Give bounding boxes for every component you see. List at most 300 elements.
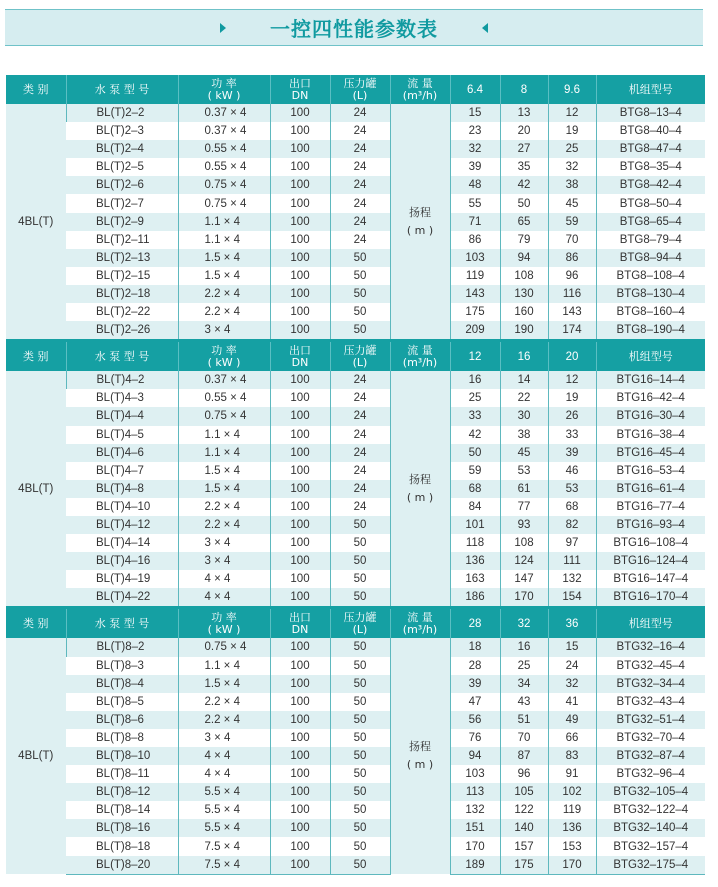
- table-row: [6, 158, 705, 176]
- tank-volume-cell: 50: [330, 675, 390, 693]
- pump-model-cell: BL(T)8–8: [96, 731, 144, 744]
- performance-table: [6, 75, 705, 875]
- flow-header-text: 流 量: [407, 610, 433, 624]
- head-value-2-cell: 30: [500, 407, 548, 425]
- pump-model-cell: BL(T)2–5: [96, 161, 144, 174]
- head-value-2-cell: 160: [500, 303, 548, 321]
- head-value-2-cell: 43: [500, 693, 548, 711]
- outlet-dn-cell: 100: [270, 249, 330, 267]
- head-value-2-cell: 105: [500, 783, 548, 801]
- head-value-1-cell: 33: [450, 407, 500, 425]
- power-cell: 4 × 4: [178, 765, 270, 783]
- pump-model-cell: BL(T)4–14: [96, 537, 151, 550]
- flow-value-1: [450, 75, 500, 104]
- pump-model-cell: BL(T)2–26: [66, 321, 178, 341]
- power-cell: 2.2 × 4: [178, 285, 270, 303]
- flow-value-3-text: 36: [565, 617, 579, 630]
- outlet-dn-cell: 100: [270, 444, 330, 462]
- power-cell: 3 × 4: [178, 552, 270, 570]
- head-value-3-cell: 136: [548, 819, 596, 837]
- tank-volume-cell: 24: [330, 498, 390, 516]
- head-value-3-cell: 70: [548, 231, 596, 249]
- power-header-text: ( kW ): [207, 622, 241, 636]
- table-row: [6, 570, 705, 588]
- flow-value-1-text: 6.4: [467, 83, 483, 96]
- outlet-dn-cell: 100: [270, 638, 330, 656]
- unit-model-cell: BTG8–65–4: [596, 213, 705, 231]
- outlet-dn-cell: 100: [270, 498, 330, 516]
- tank-header: [330, 608, 390, 639]
- power-cell: 1.5 × 4: [178, 675, 270, 693]
- head-value-2-cell: 20: [500, 122, 548, 140]
- tank-volume-cell: 24: [330, 231, 390, 249]
- head-value-2-cell: 38: [500, 426, 548, 444]
- head-value-1-cell: 118: [450, 534, 500, 552]
- power-cell: 1.5 × 4: [178, 267, 270, 285]
- table-row: [6, 693, 705, 711]
- outlet-header-text: 出口: [289, 610, 311, 624]
- tank-volume-cell: 24: [330, 213, 390, 231]
- flow-value-1: [450, 341, 500, 372]
- tank-volume-cell: 24: [330, 426, 390, 444]
- outlet-dn-cell: 100: [270, 480, 330, 498]
- outlet-dn-cell: 100: [270, 140, 330, 158]
- pump-model-cell: BL(T)4–7: [96, 464, 144, 477]
- table-row: [6, 140, 705, 158]
- outlet-dn-cell: 100: [270, 819, 330, 837]
- head-value-3-cell: 19: [548, 389, 596, 407]
- head-value-1-cell: 86: [450, 231, 500, 249]
- category-header-text: 类 别: [23, 349, 49, 363]
- head-value-3-cell: 68: [548, 498, 596, 516]
- power-cell: 0.55 × 4: [178, 158, 270, 176]
- category-cell: 4BL(T): [6, 104, 66, 341]
- power-header-text: 功 率: [211, 610, 237, 624]
- power-cell: 2.2 × 4: [178, 498, 270, 516]
- pump-model-cell: BL(T)8–18: [96, 840, 151, 853]
- head-value-3-cell: 97: [548, 534, 596, 552]
- head-value-1-cell: 103: [450, 765, 500, 783]
- power-cell: 1.1 × 4: [178, 426, 270, 444]
- head-value-1-cell: 209: [450, 321, 500, 341]
- head-value-2-cell: 87: [500, 747, 548, 765]
- tank-header: [330, 75, 390, 104]
- unit-model-cell: BTG8–79–4: [596, 231, 705, 249]
- tank-volume-cell: 50: [330, 285, 390, 303]
- outlet-dn-cell: 100: [270, 371, 330, 389]
- table-row: [6, 426, 705, 444]
- category-header-text: 类 别: [23, 82, 49, 96]
- power-cell: 3 × 4: [178, 729, 270, 747]
- flow-value-3-text: 9.6: [564, 83, 580, 96]
- tank-volume-cell: 50: [330, 837, 390, 855]
- pump-model-header-text: 水 泵 型 号: [94, 82, 150, 96]
- table-row: [6, 801, 705, 819]
- head-value-1-cell: 25: [450, 389, 500, 407]
- tank-volume-cell: 50: [330, 765, 390, 783]
- head-value-3-cell: 53: [548, 480, 596, 498]
- unit-model-header-text: 机组型号: [628, 82, 673, 96]
- power-header-text: 功 率: [211, 343, 237, 357]
- table-row: [6, 819, 705, 837]
- unit-model-cell: BTG16–61–4: [596, 480, 705, 498]
- category-header: [6, 341, 66, 372]
- pump-model-cell: BL(T)4–16: [66, 552, 178, 570]
- power-cell: 2.2 × 4: [178, 711, 270, 729]
- power-header: [178, 75, 270, 104]
- flow-value-3: [548, 608, 596, 639]
- head-value-1-cell: 39: [450, 675, 500, 693]
- tank-volume-cell: 50: [330, 783, 390, 801]
- table-row: [6, 638, 705, 656]
- pump-model-cell: BL(T)8–11: [96, 768, 150, 781]
- outlet-dn-cell: 100: [270, 122, 330, 140]
- head-value-2-cell: 14: [500, 371, 548, 389]
- unit-model-cell: BTG16–93–4: [596, 516, 705, 534]
- head-value-3-cell: 32: [548, 158, 596, 176]
- head-value-3-cell: 25: [548, 140, 596, 158]
- head-value-2-cell: 170: [500, 588, 548, 608]
- table-row: [6, 389, 705, 407]
- unit-model-cell: BTG8–94–4: [596, 249, 705, 267]
- pump-model-cell: BL(T)2–11: [96, 233, 150, 246]
- tank-volume-cell: 50: [330, 819, 390, 837]
- head-label-cell: [390, 638, 450, 874]
- unit-model-cell: BTG8–13–4: [596, 104, 705, 122]
- tank-volume-cell: 50: [330, 321, 390, 341]
- pump-model-header: [66, 75, 178, 104]
- head-value-2-cell: 50: [500, 194, 548, 212]
- head-value-1-cell: 39: [450, 158, 500, 176]
- pump-model-cell: BL(T)4–10: [96, 500, 151, 513]
- pump-model-cell: BL(T)4–4: [66, 407, 178, 425]
- outlet-dn-cell: 100: [270, 657, 330, 675]
- unit-model-header: [596, 608, 705, 639]
- head-value-2-cell: 77: [500, 498, 548, 516]
- head-value-2-cell: 13: [500, 104, 548, 122]
- outlet-dn-cell: 100: [270, 407, 330, 425]
- outlet-header-text: DN: [291, 622, 309, 636]
- outlet-dn-cell: 100: [270, 856, 330, 875]
- table-row: [6, 729, 705, 747]
- head-value-1-cell: 15: [450, 104, 500, 122]
- table-row: [6, 213, 705, 231]
- pump-model-cell: BL(T)8–2: [66, 638, 178, 656]
- table-row: [6, 303, 705, 321]
- pump-model-cell: BL(T)4–22: [66, 588, 178, 608]
- outlet-dn-cell: 100: [270, 194, 330, 212]
- tank-header-text: 压力罐: [343, 343, 377, 357]
- table-row: [6, 480, 705, 498]
- power-header: [178, 341, 270, 372]
- power-cell: 3 × 4: [178, 534, 270, 552]
- head-value-2-cell: 34: [500, 675, 548, 693]
- tank-header-text: (L): [352, 622, 368, 636]
- outlet-header-text: 出口: [289, 343, 311, 357]
- tank-volume-cell: 24: [330, 462, 390, 480]
- power-cell: 4 × 4: [178, 588, 270, 608]
- head-value-3-cell: 83: [548, 747, 596, 765]
- tank-volume-cell: 24: [330, 122, 390, 140]
- head-value-1-cell: 119: [450, 267, 500, 285]
- power-header-text: 功 率: [211, 76, 237, 90]
- flow-header-text: (m³/h): [402, 355, 438, 369]
- pump-model-header: [66, 608, 178, 639]
- tank-volume-cell: 50: [330, 729, 390, 747]
- category-header-text: 类 别: [23, 616, 49, 630]
- unit-model-header: [596, 341, 705, 372]
- pump-model-cell: BL(T)2–2: [66, 104, 178, 122]
- head-value-2-cell: 96: [500, 765, 548, 783]
- head-value-1-cell: 84: [450, 498, 500, 516]
- flow-value-2-text: 32: [517, 617, 531, 630]
- tank-volume-cell: 50: [330, 693, 390, 711]
- power-cell: 0.75 × 4: [178, 407, 270, 425]
- head-value-3-cell: 91: [548, 765, 596, 783]
- table-row: [6, 194, 705, 212]
- unit-model-cell: BTG8–35–4: [596, 158, 705, 176]
- outlet-dn-cell: 100: [270, 213, 330, 231]
- head-value-1-cell: 16: [450, 371, 500, 389]
- power-cell: 1.5 × 4: [178, 462, 270, 480]
- unit-model-cell: BTG32–157–4: [596, 837, 705, 855]
- flow-value-3-text: 20: [565, 350, 579, 363]
- head-value-3-cell: 45: [548, 194, 596, 212]
- table-row: [6, 675, 705, 693]
- unit-model-cell: BTG32–51–4: [596, 711, 705, 729]
- unit-model-cell: BTG32–70–4: [596, 729, 705, 747]
- pump-model-cell: BL(T)2–4: [66, 140, 178, 158]
- tank-volume-cell: 50: [330, 516, 390, 534]
- pump-model-cell: BL(T)8–6: [66, 711, 178, 729]
- table-row: [6, 462, 705, 480]
- head-value-3-cell: 12: [548, 104, 596, 122]
- table-row: [6, 371, 705, 389]
- tank-volume-cell: 50: [330, 801, 390, 819]
- tank-volume-cell: 24: [330, 371, 390, 389]
- pump-model-header-text: 水 泵 型 号: [94, 349, 150, 363]
- table-row: [6, 588, 705, 608]
- head-unit: ( m ): [406, 758, 434, 772]
- table-row: [6, 321, 705, 341]
- outlet-dn-cell: 100: [270, 765, 330, 783]
- power-header: [178, 608, 270, 639]
- pump-model-header: [66, 341, 178, 372]
- head-value-1-cell: 151: [450, 819, 500, 837]
- head-value-3-cell: 49: [548, 711, 596, 729]
- outlet-dn-cell: 100: [270, 389, 330, 407]
- tank-volume-cell: 50: [330, 711, 390, 729]
- outlet-dn-cell: 100: [270, 158, 330, 176]
- head-value-3-cell: 46: [548, 462, 596, 480]
- table-row: [6, 783, 705, 801]
- outlet-dn-cell: 100: [270, 176, 330, 194]
- outlet-dn-cell: 100: [270, 837, 330, 855]
- head-value-3-cell: 41: [548, 693, 596, 711]
- header-row: [6, 608, 705, 639]
- tank-volume-cell: 50: [330, 534, 390, 552]
- pump-model-cell: BL(T)2–6: [66, 176, 178, 194]
- unit-model-cell: BTG8–47–4: [596, 140, 705, 158]
- head-value-1-cell: 186: [450, 588, 500, 608]
- flow-value-2: [500, 608, 548, 639]
- unit-model-cell: BTG8–160–4: [596, 303, 705, 321]
- head-value-1-cell: 101: [450, 516, 500, 534]
- head-value-3-cell: 96: [548, 267, 596, 285]
- head-value-1-cell: 71: [450, 213, 500, 231]
- power-cell: 2.2 × 4: [178, 693, 270, 711]
- head-value-3-cell: 33: [548, 426, 596, 444]
- outlet-dn-cell: 100: [270, 285, 330, 303]
- unit-model-cell: BTG16–30–4: [596, 407, 705, 425]
- head-value-3-cell: 82: [548, 516, 596, 534]
- power-cell: 5.5 × 4: [178, 783, 270, 801]
- tank-volume-cell: 50: [330, 856, 390, 875]
- power-cell: 0.37 × 4: [178, 122, 270, 140]
- outlet-dn-cell: 100: [270, 534, 330, 552]
- flow-value-2-text: 8: [520, 83, 528, 96]
- table-row: [6, 711, 705, 729]
- triangle-left-icon: [482, 23, 488, 33]
- head-label: 扬程: [409, 740, 431, 754]
- pump-model-cell: BL(T)8–14: [96, 804, 151, 817]
- outlet-dn-cell: 100: [270, 570, 330, 588]
- table-row: [6, 444, 705, 462]
- head-value-2-cell: 22: [500, 389, 548, 407]
- unit-model-cell: BTG16–45–4: [596, 444, 705, 462]
- head-value-2-cell: 108: [500, 534, 548, 552]
- head-value-2-cell: 53: [500, 462, 548, 480]
- table-row: [6, 552, 705, 570]
- head-value-1-cell: 103: [450, 249, 500, 267]
- head-value-1-cell: 175: [450, 303, 500, 321]
- head-value-1-cell: 59: [450, 462, 500, 480]
- table-row: [6, 231, 705, 249]
- power-cell: 0.75 × 4: [178, 638, 270, 656]
- head-unit: ( m ): [406, 490, 434, 504]
- power-cell: 4 × 4: [178, 747, 270, 765]
- unit-model-cell: BTG32–122–4: [596, 801, 705, 819]
- head-value-3-cell: 116: [548, 285, 596, 303]
- head-value-2-cell: 94: [500, 249, 548, 267]
- head-value-3-cell: 119: [548, 801, 596, 819]
- outlet-dn-cell: 100: [270, 693, 330, 711]
- head-value-2-cell: 190: [500, 321, 548, 341]
- outlet-header: [270, 608, 330, 639]
- pump-model-cell: BL(T)4–3: [96, 392, 144, 405]
- head-value-2-cell: 45: [500, 444, 548, 462]
- power-cell: 2.2 × 4: [178, 516, 270, 534]
- pump-model-cell: BL(T)8–10: [66, 747, 178, 765]
- power-cell: 5.5 × 4: [178, 801, 270, 819]
- head-value-2-cell: 65: [500, 213, 548, 231]
- category-header: [6, 608, 66, 639]
- flow-header-text: (m³/h): [402, 88, 438, 102]
- head-value-1-cell: 50: [450, 444, 500, 462]
- table-row: [6, 267, 705, 285]
- table-row: [6, 856, 705, 875]
- head-value-3-cell: 102: [548, 783, 596, 801]
- pump-model-cell: BL(T)2–3: [96, 125, 144, 138]
- head-value-1-cell: 132: [450, 801, 500, 819]
- tank-volume-cell: 24: [330, 389, 390, 407]
- pump-model-header-text: 水 泵 型 号: [94, 616, 150, 630]
- table-row: [6, 122, 705, 140]
- table-row: [6, 498, 705, 516]
- head-label-cell: [390, 104, 450, 341]
- unit-model-cell: BTG16–53–4: [596, 462, 705, 480]
- flow-header-text: 流 量: [407, 343, 433, 357]
- unit-model-cell: BTG8–108–4: [596, 267, 705, 285]
- unit-model-header: [596, 75, 705, 104]
- header-row: [6, 75, 705, 104]
- pump-model-cell: BL(T)4–2: [66, 371, 178, 389]
- head-value-2-cell: 157: [500, 837, 548, 855]
- pump-model-cell: BL(T)2–15: [96, 269, 151, 282]
- category-header: [6, 75, 66, 104]
- power-cell: 1.1 × 4: [178, 444, 270, 462]
- head-value-1-cell: 143: [450, 285, 500, 303]
- outlet-header-text: DN: [291, 355, 309, 369]
- power-cell: 0.75 × 4: [178, 194, 270, 212]
- head-value-1-cell: 136: [450, 552, 500, 570]
- head-value-1-cell: 163: [450, 570, 500, 588]
- outlet-dn-cell: 100: [270, 783, 330, 801]
- pump-model-cell: BL(T)8–12: [66, 783, 178, 801]
- unit-model-cell: BTG32–175–4: [596, 856, 705, 875]
- power-cell: 1.1 × 4: [178, 231, 270, 249]
- outlet-dn-cell: 100: [270, 462, 330, 480]
- unit-model-cell: BTG16–14–4: [596, 371, 705, 389]
- power-cell: 4 × 4: [178, 570, 270, 588]
- unit-model-cell: BTG16–170–4: [596, 588, 705, 608]
- head-value-3-cell: 154: [548, 588, 596, 608]
- outlet-header-text: DN: [291, 88, 309, 102]
- title-bar: [5, 9, 703, 46]
- power-cell: 0.55 × 4: [178, 389, 270, 407]
- unit-model-cell: BTG8–42–4: [596, 176, 705, 194]
- unit-model-cell: BTG16–42–4: [596, 389, 705, 407]
- head-value-2-cell: 16: [500, 638, 548, 656]
- head-value-2-cell: 27: [500, 140, 548, 158]
- head-value-1-cell: 94: [450, 747, 500, 765]
- table-row: [6, 249, 705, 267]
- triangle-right-icon: [220, 23, 226, 33]
- power-cell: 0.55 × 4: [178, 140, 270, 158]
- head-value-1-cell: 47: [450, 693, 500, 711]
- outlet-dn-cell: 100: [270, 747, 330, 765]
- pump-model-cell: BL(T)4–5: [96, 428, 144, 441]
- unit-model-cell: BTG32–140–4: [596, 819, 705, 837]
- tank-volume-cell: 50: [330, 657, 390, 675]
- head-value-3-cell: 19: [548, 122, 596, 140]
- unit-model-cell: BTG16–108–4: [596, 534, 705, 552]
- power-cell: 2.2 × 4: [178, 303, 270, 321]
- tank-header: [330, 341, 390, 372]
- table-row: [6, 516, 705, 534]
- unit-model-cell: BTG8–40–4: [596, 122, 705, 140]
- head-value-1-cell: 32: [450, 140, 500, 158]
- outlet-dn-cell: 100: [270, 729, 330, 747]
- power-header-text: ( kW ): [207, 355, 241, 369]
- tank-volume-cell: 24: [330, 444, 390, 462]
- head-value-2-cell: 35: [500, 158, 548, 176]
- pump-model-cell: BL(T)4–12: [66, 516, 178, 534]
- tank-header-text: (L): [352, 88, 368, 102]
- table-row: [6, 407, 705, 425]
- head-value-3-cell: 59: [548, 213, 596, 231]
- unit-model-cell: BTG8–190–4: [596, 321, 705, 341]
